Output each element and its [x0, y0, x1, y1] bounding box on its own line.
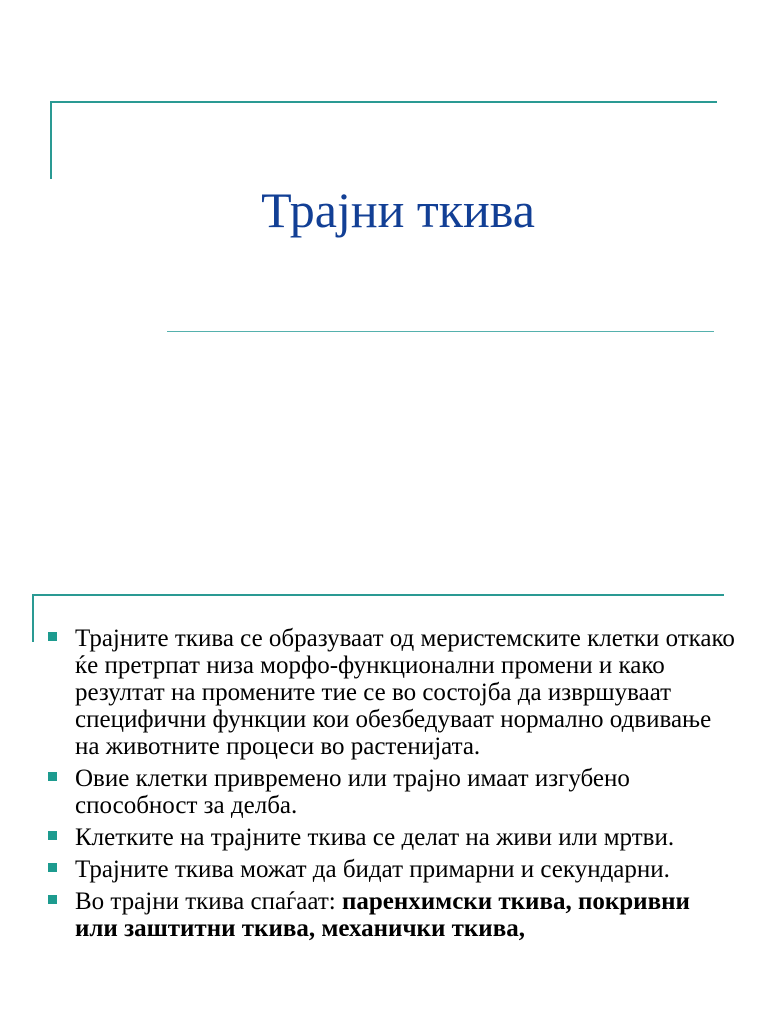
slide-frame-bottom-line — [33, 594, 724, 596]
bullet-text: Во трајни ткива спаѓаат: — [75, 888, 342, 915]
bullet-item — [0, 856, 735, 883]
square-bullet-icon — [48, 772, 57, 781]
bullet-item — [0, 765, 735, 819]
bullet-text: Трајните ткива се образуваат од меристемските клетки откако ќе претрпат низа морфо-функционални промени и како резултат на промените тие се во состојба да извршуваат специфични функции кои обезбедуваат нормално одвивање на животните процеси во растенијата. — [75, 625, 735, 760]
bullet-text: Трајните ткива можат да бидат примарни и секундарни. — [75, 856, 670, 883]
slide-frame-top-vertical-line — [50, 101, 52, 179]
bullet-bold-text: паренхимски ткива, покривни или заштитни ткива, механички ткива, — [75, 888, 690, 942]
bullet-item — [0, 824, 735, 851]
square-bullet-icon — [48, 632, 57, 641]
bullet-text: Клетките на трајните ткива се делат на живи или мртви. — [75, 824, 675, 851]
bullet-list — [0, 625, 735, 947]
bullet-item — [0, 625, 735, 760]
bullet-item — [0, 888, 735, 942]
slide-frame-top-line — [51, 101, 717, 103]
square-bullet-icon — [48, 831, 57, 840]
title-underline — [167, 331, 714, 332]
square-bullet-icon — [48, 863, 57, 872]
square-bullet-icon — [48, 895, 57, 904]
slide-title: Трајни ткива — [261, 182, 535, 238]
bullet-text: Овие клетки привремено или трајно имаат изгубено способност за делба. — [75, 765, 630, 819]
